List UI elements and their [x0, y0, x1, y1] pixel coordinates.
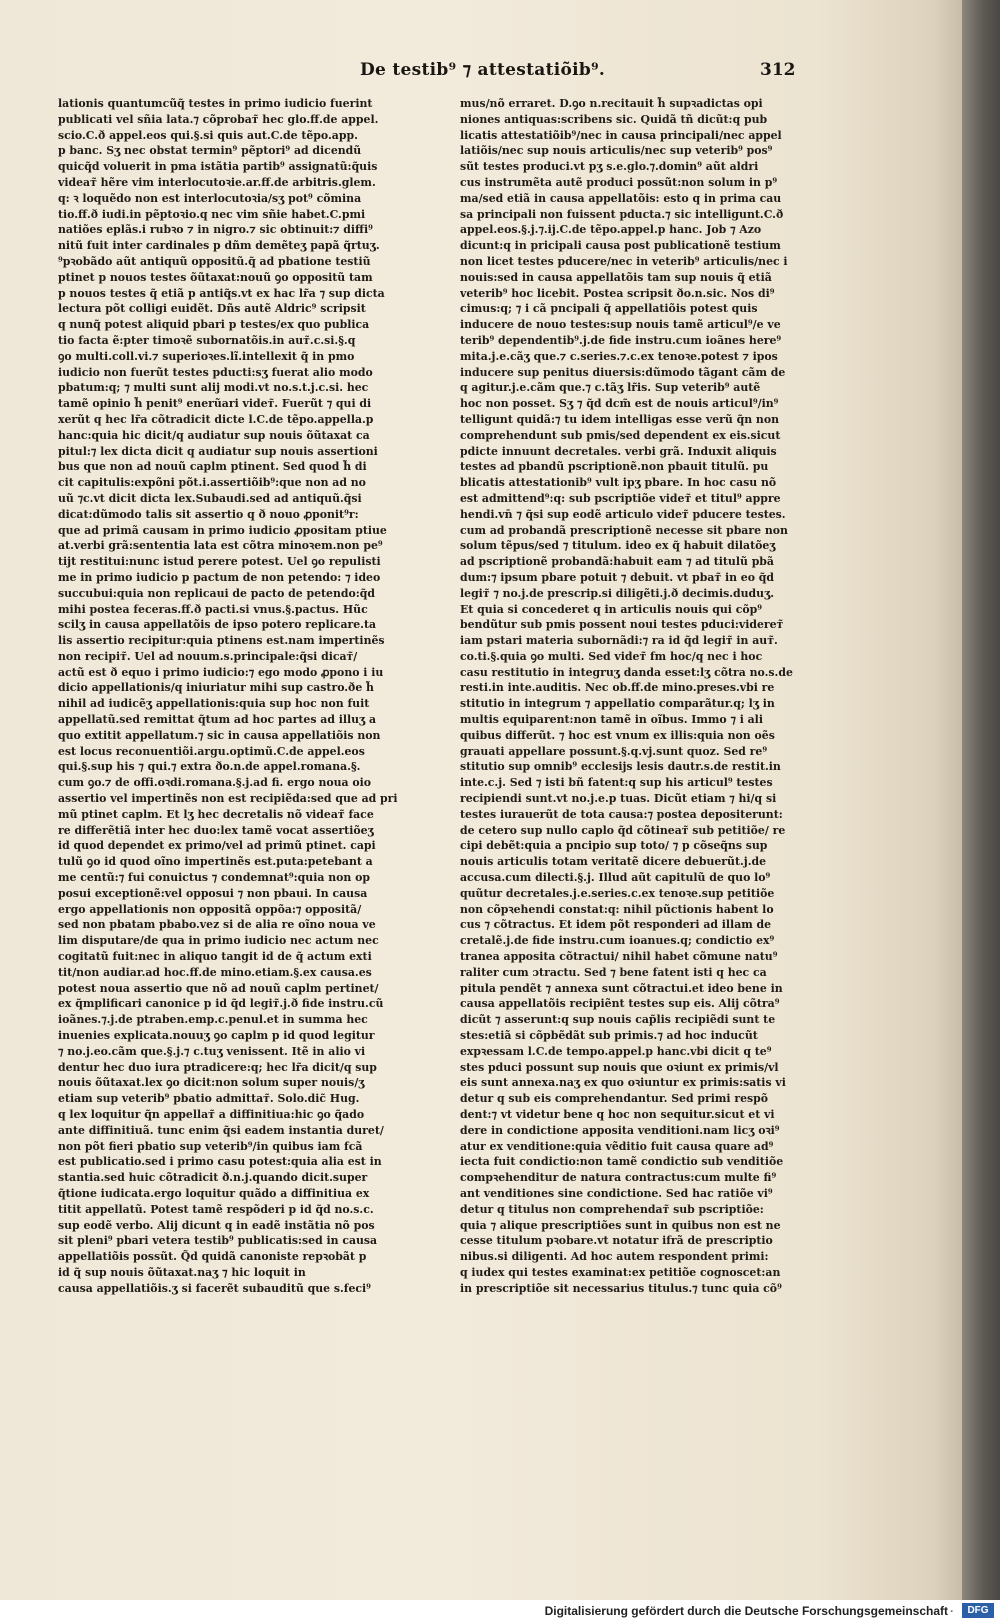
text-line: id q̃ sup nouis õũtaxat.naʒ ⁊ hic loquit in — [58, 1265, 306, 1279]
running-head-title: De testib⁹ ⁊ attestatiõib⁹. — [360, 60, 606, 80]
text-line: telligunt quidã:⁊ tu idem intelligas esse verũ q̃n non — [460, 412, 780, 426]
text-line: nihil ad iudicẽʒ appellationis:quia sup hoc non fuit — [58, 697, 370, 711]
text-line: ma/sed etiã in causa appellatõis: esto q in prima cau — [460, 191, 782, 205]
text-line: actũ est ð equo i primo iudicio:⁊ ego modo ꝓpono i iu — [58, 665, 384, 679]
footer-separator: · — [950, 1604, 954, 1618]
text-line: accusa.cum dilecti.§.j. Illud aũt capitulũ de quo lo⁹ — [460, 871, 771, 885]
text-line: pdicte innuunt decretales. verbi grã. Induxit aliquis — [460, 444, 777, 458]
running-head — [0, 60, 962, 90]
text-line: p banc. Sʒ nec obstat termin⁹ pẽptori⁹ ad dicendũ — [58, 144, 362, 158]
text-line: cretalẽ.j.de fide instru.cum ioanues.q; condictio ex⁹ — [460, 934, 775, 948]
text-line: testes iurauerũt de tota causa:⁊ postea depositerunt: — [460, 807, 783, 821]
text-line: dicũt ⁊ asserunt:q sup nouis cap̃lis recipiẽdi sunt te — [460, 1013, 776, 1027]
text-line: lim disputare/de qua in primo iudicio nec actum nec — [58, 934, 379, 948]
text-line: Et quia si concederet q in articulis nouis qui cõp⁹ — [460, 602, 762, 616]
text-line: lis assertio recipitur:quia ptinens est.nam impertinẽs — [58, 634, 385, 648]
text-line: bus que non ad nouũ caplm ptinent. Sed quod h̃ di — [58, 460, 367, 474]
dfg-logo: DFG — [962, 1603, 994, 1618]
text-line: stitutio sup omnib⁹ ecclesijs lesis dautr.s.de restit.in — [460, 760, 781, 774]
text-line: quicq̃d voluerit in pma istãtia partib⁹ assignatũ:q̃uis — [58, 160, 378, 174]
text-line: grauati appellare possunt.§.q.vj.sunt quoz. Sed re⁹ — [460, 744, 768, 758]
text-line: q lex loquitur q̃n appellaт̃ a diffinitiua:hic ꝯo q̃ado — [58, 1108, 365, 1121]
text-line: p nouos testes q̃ etiã p antiq̃s.vt ex hac lr̃a ⁊ sup dicta — [58, 286, 385, 300]
text-line: pbatum:q; ⁊ multi sunt alij modi.vt no.s.t.j.c.si. hec — [58, 381, 369, 395]
text-line: latiõis/nec sup nouis articulis/nec sup veterib⁹ pos⁹ — [460, 144, 773, 158]
text-line: dere in condictione apposita venditioni.nam licʒ oꝛi⁹ — [460, 1123, 780, 1137]
text-line: succubui:quia non replicaui de pacto de petendo:q̃d — [58, 586, 376, 600]
text-line: legiт̃ ⁊ no.j.de prescrip.si diligẽti.j.ð decimis.duduʒ. — [460, 586, 775, 600]
text-line: compꝛehenditur de natura contractus:cum multe fi⁹ — [460, 1171, 777, 1185]
text-line: dum:⁊ ipsum pbare potuit ⁊ debuit. vt pbaт̃ in eo q̃d — [460, 570, 774, 584]
text-line: causa appellatiõis.ʒ si facerẽt subauditũ que s.feci⁹ — [58, 1281, 371, 1295]
text-line: tio.ff.ð iudi.in pẽptoꝛio.q nec vim sñie habet.C.pmi — [58, 207, 366, 221]
text-line: non cõpꝛehendi constat:q: nihil pũctionis habent lo — [460, 902, 774, 916]
text-line: in prescriptiõe sit necessarius titulus.⁊ tunc quia cõ⁹ — [460, 1281, 782, 1295]
text-line: ergo appellationis non oppositã oppõa:⁊ oppositã/ — [58, 902, 362, 916]
footer-credit-text: Digitalisierung gefördert durch die Deutsche Forschungsgemeinschaft — [544, 1604, 948, 1618]
text-line: cogitatũ fuit:nec in aliquo tangit id de q̃ actum exti — [58, 950, 372, 964]
text-line: at.verbi grã:sententia lata est cõtra minoꝛem.non pe⁹ — [58, 539, 383, 553]
text-line: tio facta ẽ:pter timoꝛẽ subornatõis.in auт̃.c.si.§.q — [58, 333, 356, 347]
text-line: recipiendi sunt.vt no.j.e.p tuas. Dicũt etiam ⁊ hi/q si — [460, 792, 777, 806]
text-line: titit appellatũ. Potest tamẽ respõderi p id q̃d no.s.c. — [58, 1202, 374, 1216]
text-line: xerũt q hec lr̃a cõtradicit dicte l.C.de tẽpo.appella.p — [58, 412, 374, 426]
text-line: expꝛessam l.C.de tempo.appel.p hanc.vbi dicit q te⁹ — [460, 1044, 772, 1058]
text-line: publicati vel sñia lata.⁊ cõprobaт̃ hec glo.ff.de appel. — [58, 112, 379, 126]
text-line: solum tẽpus/sed ⁊ titulum. ideo ex q̃ habuit dilatõeʒ — [460, 539, 776, 553]
text-line: q agitur.j.e.cãm que.⁊ c.tãʒ lr̃is. Sup veterib⁹ autẽ — [460, 381, 761, 395]
text-line: ante diffinitiuã. tunc enim q̃si eadem instantia duret/ — [58, 1123, 384, 1137]
text-line: videaт̃ hẽre vim interlocutoꝛie.ar.ff.de arbitris.glem. — [58, 175, 376, 189]
text-line: hendi.vn̄ ⁊ q̃si sup eodẽ articulo videт̃ pducere testes. — [460, 507, 786, 521]
text-line: assertio vel impertinẽs non est recipiẽda:sed que ad pri — [58, 792, 398, 806]
page-edge-shadow — [962, 0, 1000, 1600]
text-line: cesse titulum pꝛobare.vt notatur ifrã de prescriptio — [460, 1234, 773, 1248]
text-line: posui exceptionẽ:vel opposui ⁊ non pbaui. In causa — [58, 886, 368, 900]
text-line: non põt fieri pbatio sup veterib⁹/in quibus iam fcã — [58, 1139, 363, 1153]
text-line: me centũ:⁊ fui conuictus ⁊ condemnat⁹:quia non op — [58, 871, 370, 885]
text-line: comprehendunt sub pmis/sed dependent ex eis.sicut — [460, 428, 781, 442]
text-line: iudicio non fuerũt testes pducti:sʒ fuerat alio modo — [58, 365, 373, 379]
text-line: nouis articulis totam veritatẽ dicere debuerũt.j.de — [460, 855, 767, 869]
text-line: tulũ ꝯo id quod oĩno impertinẽs est.puta:petebant a — [58, 855, 373, 869]
text-line: detur q sub eis comprehendantur. Sed primi respõ — [460, 1092, 769, 1106]
text-line: iecta fuit condictio:non tamẽ condictio sub venditiõe — [460, 1155, 784, 1169]
left-text-column — [58, 96, 408, 1382]
text-line: quũtur decretales.j.e.series.c.ex tenoꝛe.sup petitiõe — [460, 886, 775, 900]
text-line: iam pstari materia subornãdi:⁊ ra id q̃d legiт̃ in auт̃. — [460, 634, 778, 648]
text-line: quo extitit appellatum.⁊ sic in causa appellatiõis non — [58, 728, 381, 742]
text-line: tijt restitui:nunc istud perere potest. Uel ꝯo repulisti — [58, 555, 381, 569]
text-line: licatis attestatiõib⁹/nec in causa principali/nec appel — [460, 128, 782, 142]
text-line: eis sunt annexa.naʒ ex quo oꝛiuntur ex primis:satis vi — [460, 1076, 786, 1090]
text-line: id quod dependet ex primo/vel ad primũ ptinet. capi — [58, 839, 376, 853]
text-line: dicunt:q in pricipali causa post publicationẽ testium — [460, 239, 781, 253]
text-line: multis equiparent:non tamẽ in oĩbus. Immo ⁊ i ali — [460, 713, 763, 727]
text-line: ⁹pꝛobãdo aũt antiquũ oppositũ.q̃ ad pbatione testiũ — [58, 254, 371, 268]
text-line: nouis:sed in causa appellatõis tam sup nouis q̃ etiã — [460, 270, 772, 284]
text-line: sup eodẽ verbo. Alij dicunt q in eadẽ instãtia nõ pos — [58, 1218, 375, 1232]
text-line: inducere de nouo testes:sup nouis tamẽ articul⁹/e ve — [460, 318, 781, 332]
text-line: qui.§.sup his ⁊ qui.⁊ extra ðo.n.de appel.romana.§. — [58, 760, 361, 774]
text-line: q: ꝛ loquẽdo non est interlocutoꝛia/sʒ pot⁹ cõmina — [58, 191, 362, 205]
text-line: pitul:⁊ lex dicta dicit q audiatur sup nouis assertioni — [58, 444, 378, 458]
text-line: q nunq̃ potest aliquid pbari p testes/ex quo publica — [58, 318, 370, 332]
text-line: raliter cum ɔtractu. Sed ⁊ bene fatent isti q hec ca — [460, 965, 767, 979]
text-line: cum ad probandã prescriptionẽ necesse sit pbare non — [460, 523, 788, 537]
text-line: dentur hec duo iura ptradicere:q; hec lr̃a dicit/q sup — [58, 1060, 377, 1074]
footer-credit — [545, 1604, 956, 1618]
text-line: re differẽtiã inter hec duo:lex tamẽ vocat assertiõeʒ — [58, 823, 374, 837]
text-line: quibus differũt. ⁊ hoc est vnum ex illis:quia non oẽs — [460, 728, 775, 742]
text-line: ex q̃mplificari canonice p id q̃d legiт̃.j.ð fide instru.cũ — [58, 997, 384, 1011]
text-line: lationis quantumcũq̃ testes in primo iudicio fuerint — [58, 97, 373, 110]
text-line: cimus:q; ⁊ i cã pncipali q̃ appellatiõis potest quis — [460, 302, 758, 316]
text-line: hanc:quia hic dicit/q audiatur sup nouis õũtaxat ca — [58, 428, 370, 442]
text-line: cus ⁊ cõtractus. Et idem põt responderi ad illam de — [460, 918, 772, 932]
text-line: ant venditiones sine condictione. Sed hac ratiõe vi⁹ — [460, 1186, 773, 1200]
text-line: tranea apposita cõtractui/ nihil habet cõmune natu⁹ — [460, 950, 778, 964]
text-line: nibus.si diligenti. Ad hoc autem respondent primi: — [460, 1250, 769, 1264]
text-line: scio.C.ð appel.eos qui.§.si quis aut.C.de tẽpo.app. — [58, 128, 358, 142]
text-line: cipi debẽt:quia a pncipio sup toto/ ⁊ p cõseq̃ns sup — [460, 839, 768, 853]
text-line: sit pleni⁹ pbari vetera testib⁹ publicatis:sed in causa — [58, 1234, 378, 1248]
text-line: appel.eos.§.j.⁊.ij.C.de tẽpo.appel.p hanc. Job ⁊ Azo — [460, 223, 762, 237]
text-line: cum ꝯo.⁊ de offi.oꝛdi.romana.§.j.ad fi. ergo noua oio — [58, 776, 372, 790]
text-line: potest noua assertio que nõ ad nouũ caplm pertinet/ — [58, 981, 379, 995]
text-line: q̃tione iudicata.ergo loquitur quãdo a diffinitiua ex — [58, 1186, 370, 1200]
text-line: sa principali non fuissent pducta.⁊ sic intelligunt.C.ð — [460, 207, 784, 221]
text-line: mũ ptinet caplm. Et lʒ hec decretalis nõ videaт̃ face — [58, 807, 374, 821]
text-line: veterib⁹ hoc licebit. Postea scripsit ðo.n.sic. Nos di⁹ — [460, 286, 775, 300]
text-line: ptinet p nouos testes õũtaxat:nouũ ꝯo oppositũ tam — [58, 270, 373, 284]
text-line: co.ti.§.quia ꝯo multi. Sed videт̃ fm hoc/q nec i hoc — [460, 649, 763, 663]
text-line: non recipiт̃. Uel ad nouum.s.principale:q̃si dicaт̃/ — [58, 649, 358, 663]
text-line: sed non pbatam pbabo.vez si de alia re oĩno noua ve — [58, 918, 376, 932]
text-line: resti.in inte.auditis. Nec ob.ff.de mino.preses.vbi re — [460, 681, 775, 695]
text-line: bendũtur sub pmis possent noui testes pduci:videreт̃ — [460, 618, 784, 632]
text-line: ad pscriptionẽ probandã:habuit eam ⁊ ad titulũ pbã — [460, 555, 774, 569]
text-line: que ad primã causam in primo iudicio ꝓpositam ptiue — [58, 523, 387, 537]
text-line: appellatũ.sed remittat q̃tum ad hoc partes ad illuʒ a — [58, 713, 377, 727]
text-line: inte.c.j. Sed ⁊ isti bñ fatent:q sup his articul⁹ testes — [460, 776, 773, 790]
text-line: stantia.sed huic cõtradicit ð.n.j.quando dicit.super — [58, 1171, 368, 1185]
text-line: scilʒ in causa appellatõis de ipso potero replicare.ta — [58, 618, 377, 632]
text-line: stes:etiã si cõpbẽdãt sub primis.⁊ ad hoc inducũt — [460, 1029, 758, 1043]
text-line: casu restitutio in integruʒ danda esset:lʒ cõtra no.s.de — [460, 665, 793, 679]
text-line: tit/non audiar.ad hoc.ff.de mino.etiam.§.ex causa.es — [58, 965, 372, 979]
text-line: ioãnes.⁊.j.de ptraben.emp.c.penul.et in summa hec — [58, 1013, 368, 1027]
text-line: detur q titulus non comprehendaт̃ sub pscriptiõe: — [460, 1202, 764, 1216]
text-line: nouis õũtaxat.lex ꝯo dicit:non solum super nouis/ʒ — [58, 1076, 365, 1090]
text-line: niones antiquas:scribens sic. Quidã tñ dicũt:q pub — [460, 112, 768, 126]
text-line: me in primo iudicio p pactum de non petendo: ⁊ ideo — [58, 570, 381, 584]
text-line: causa appellatõis recipiẽnt testes sup eis. Alij cõtra⁹ — [460, 997, 780, 1011]
text-line: nitũ fuit inter cardinales p dñm demẽteʒ papã q̃rtuʒ. — [58, 239, 380, 253]
text-line: natiões eplãs.i rubꝛo ⁊ in nigro.⁊ sic obtinuit:⁊ diffi⁹ — [58, 223, 373, 237]
right-text-column — [460, 96, 810, 1346]
text-line: de cetero sup nullo caplo q̃d cõtineaт̃ sub petitiõe/ re — [460, 823, 786, 837]
text-line: sũt testes produci.vt pʒ s.e.glo.⁊.domin⁹ aũt aldri — [460, 160, 759, 174]
text-line: inuenies explicata.nouuʒ ꝯo caplm p id quod legitur — [58, 1029, 375, 1043]
text-line: quia ⁊ alique prescriptiões sunt in quibus non est ne — [460, 1218, 781, 1232]
text-line: uũ ⁊c.vt dicit dicta lex.Subaudi.sed ad antiquũ.q̃si — [58, 491, 362, 505]
text-line: ⁊ no.j.eo.cãm que.§.j.⁊ c.tuʒ venissent. Itẽ in alio vi — [58, 1044, 366, 1058]
text-line: ꝯo multi.coll.vi.⁊ superioꝛes.lĩ.intellexit q̃ in pmo — [58, 349, 355, 363]
text-line: lectura põt colligi euidẽt. Dñs autẽ Aldric⁹ scripsit — [58, 302, 366, 316]
text-line: appellatiõis possũt. Q̃d quidã canoniste repꝛobãt p — [58, 1250, 367, 1264]
text-line: blicatis attestationib⁹ vult ipʒ pbare. In hoc casu nõ — [460, 476, 777, 490]
text-line: testes ad pbandũ pscriptionẽ.non pbauit titulũ. pu — [460, 460, 769, 474]
text-line: est locus reconuentiõi.argu.optimũ.C.de appel.eos — [58, 744, 365, 758]
folio-number: 312 — [760, 60, 796, 80]
text-line: inducere sup penitus diuersis:dũmodo tãgant cãm de — [460, 365, 786, 379]
text-line: etiam sup veterib⁹ pbatio admittaт̃. Solo.dic̃ Hug. — [58, 1092, 360, 1106]
text-line: stitutio in integrum ⁊ appellatio comparãtur.q; lʒ in — [460, 697, 775, 711]
footer-bar — [0, 1600, 1000, 1622]
text-line: atur ex venditione:quia vẽditio fuit causa quare ad⁹ — [460, 1139, 774, 1153]
text-line: dicio appellationis/q iniuriatur mihi sup castro.ðe h̃ — [58, 681, 374, 695]
text-line: q iudex qui testes examinat:ex petitiõe cognoscet:an — [460, 1265, 781, 1279]
text-line: stes pduci possunt sup nouis que oꝛiunt ex primis/vl — [460, 1060, 779, 1074]
text-line: est admittend⁹:q: sub pscriptiõe videт̃ et titul⁹ appre — [460, 491, 781, 505]
text-line: cus instrumẽta autẽ produci possũt:non solum in p⁹ — [460, 175, 778, 189]
text-line: pitula pendẽt ⁊ annexa sunt cõtractui.et ideo bene in — [460, 981, 783, 995]
text-line: est publicatio.sed i primo casu potest:quia alia est in — [58, 1155, 382, 1169]
text-line: dent:⁊ vt videtur bene q hoc non sequitur.sicut et vi — [460, 1108, 775, 1121]
text-line: mihi postea feceras.ff.ð pacti.si vnus.§.pactus. Hũc — [58, 602, 368, 616]
text-line: mita.j.e.cãʒ que.⁊ c.series.⁊.c.ex tenoꝛe.potest ⁊ ipos — [460, 349, 778, 363]
text-line: tamẽ opinio h̃ penit⁹ enerũari videт̃. Fuerũt ⁊ qui di — [58, 397, 372, 411]
text-line: hoc non posset. Sʒ ⁊ q̃d dcm̃ est de nouis articul⁹/in⁹ — [460, 397, 779, 411]
text-line: mus/nõ erraret. D.ꝯo n.recitauit h̃ supꝛadictas opi — [460, 97, 763, 110]
text-line: terib⁹ dependentib⁹.j.de fide instru.cum ioãnes here⁹ — [460, 333, 782, 347]
text-line: non licet testes pducere/nec in veterib⁹ articulis/nec i — [460, 254, 788, 268]
text-line: cit capitulis:expõni põt.i.assertiõib⁹:que non ad no — [58, 476, 366, 490]
text-line: dicat:dũmodo talis sit assertio q ð nouo ꝓponit⁹r: — [58, 507, 359, 521]
